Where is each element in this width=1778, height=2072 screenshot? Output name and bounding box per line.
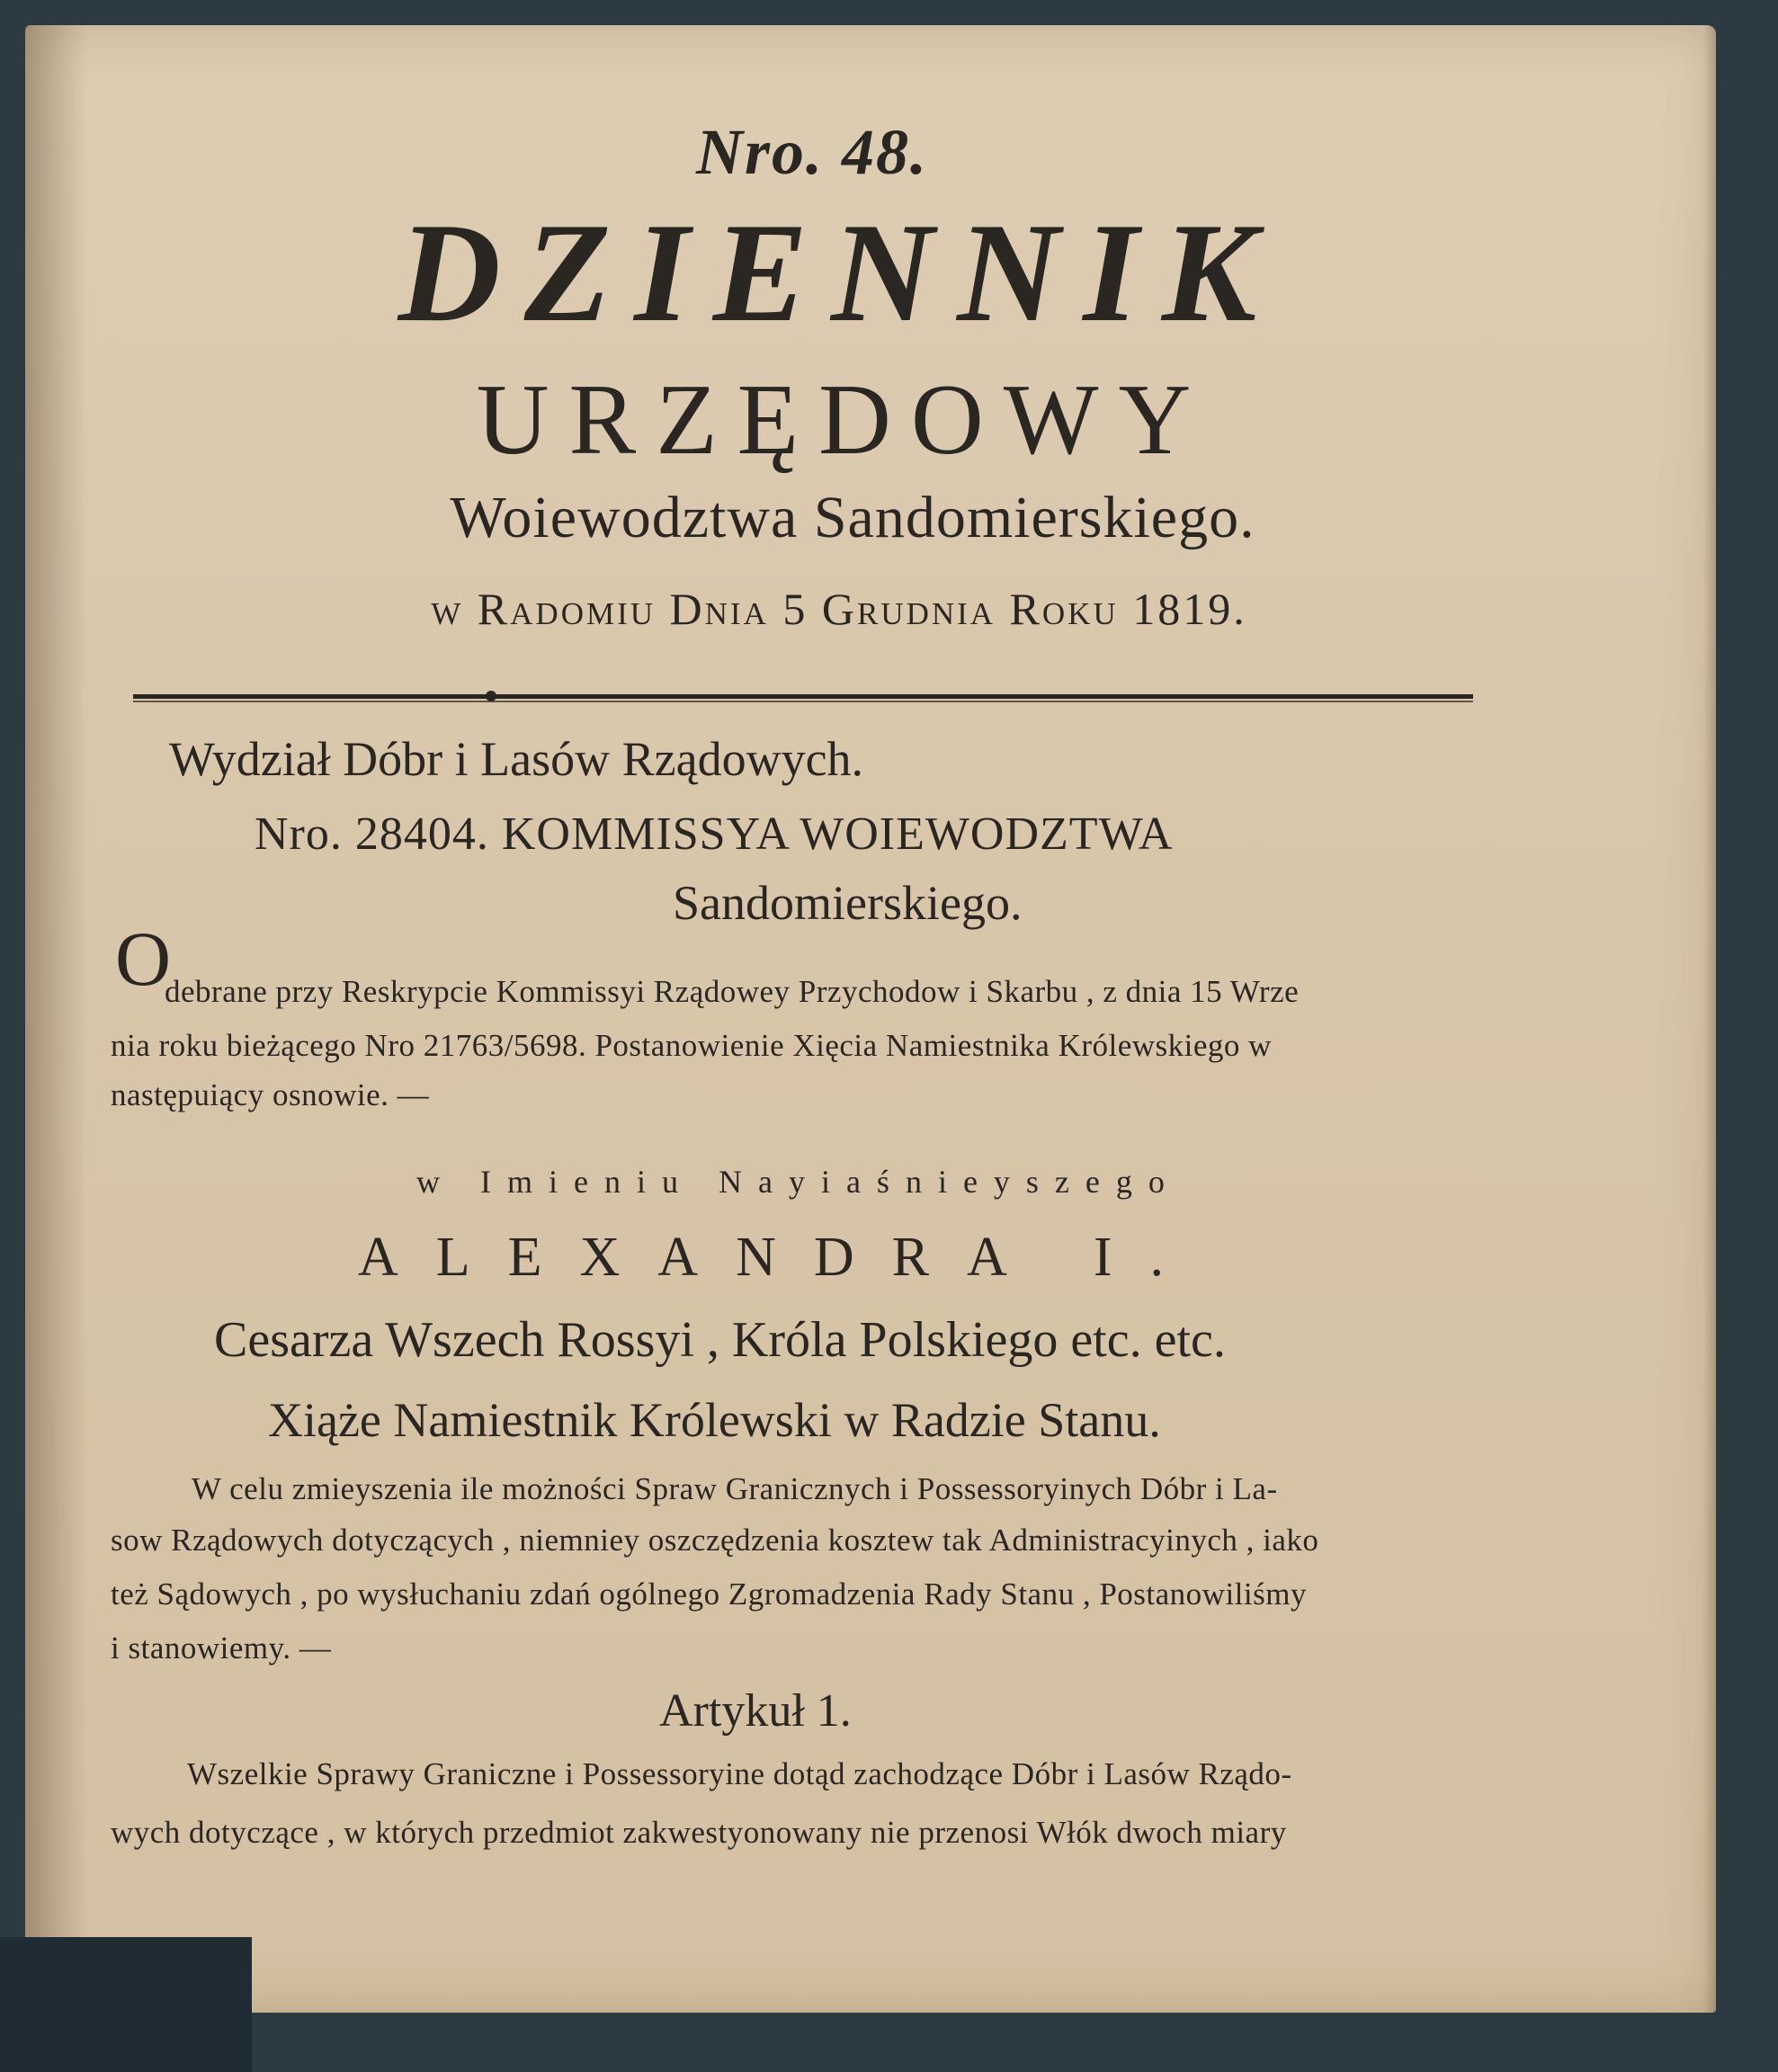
- article-line: Wszelkie Sprawy Graniczne i Possessoryine dotąd zachodzące Dóbr i Lasów Rządo-: [187, 1756, 1292, 1791]
- decree-monarch: ALEXANDRA I.: [358, 1227, 1202, 1288]
- paragraph1-line: debrane przy Reskrypcie Kommissyi Rządowey Przychodow i Skarbu , z dnia 15 Wrze: [165, 974, 1300, 1009]
- commission-suffix: Sandomierskiego.: [673, 876, 1023, 930]
- masthead-divider: [133, 689, 1473, 705]
- decree-issuer: Xiąże Namiestnik Królewski w Radzie Stanu.: [268, 1393, 1161, 1447]
- decree-invocation: w Imieniu Nayiaśnieyszego: [416, 1164, 1181, 1200]
- decree-titles: Cesarza Wszech Rossyi , Króla Polskiego etc. etc.: [214, 1312, 1226, 1368]
- paragraph2-line: i stanowiemy. —: [111, 1630, 332, 1666]
- document-page: [25, 25, 1716, 2013]
- dateline: w Radomiu Dnia 5 Grudnia Roku 1819.: [431, 584, 1247, 634]
- masthead-title: DZIENNIK: [398, 194, 1281, 352]
- masthead-subtitle: URZĘDOWY: [476, 364, 1211, 476]
- paragraph1-line: następuiący osnowie. —: [111, 1077, 430, 1112]
- issue-number: Nro. 48.: [695, 116, 928, 188]
- article-line: wych dotyczące , w których przedmiot zakwestyonowany nie przenosi Włók dwoch miary: [111, 1815, 1287, 1850]
- paragraph2-line: W celu zmieyszenia ile możności Spraw Granicznych i Possessoryinych Dóbr i La-: [192, 1471, 1278, 1506]
- scan-background-corner: [0, 1937, 252, 2072]
- voivodeship-line: Woiewodztwa Sandomierskiego.: [450, 485, 1255, 550]
- department-heading: Wydział Dóbr i Lasów Rządowych.: [169, 732, 864, 786]
- paragraph1-line: nia roku bieżącego Nro 21763/5698. Postanowienie Xięcia Namiestnika Królewskiego w: [111, 1028, 1272, 1063]
- article-heading: Artykuł 1.: [659, 1685, 852, 1737]
- paragraph2-line: też Sądowych , po wysłuchaniu zdań ogólnego Zgromadzenia Rady Stanu , Postanowiliśmy: [111, 1576, 1307, 1612]
- drop-cap: O: [115, 915, 172, 1002]
- commission-reference: Nro. 28404. KOMMISSYA WOIEWODZTWA: [255, 808, 1174, 860]
- paragraph2-line: sow Rządowych dotyczących , niemniey oszczędzenia kosztew tak Administracyinych , iako: [111, 1523, 1319, 1558]
